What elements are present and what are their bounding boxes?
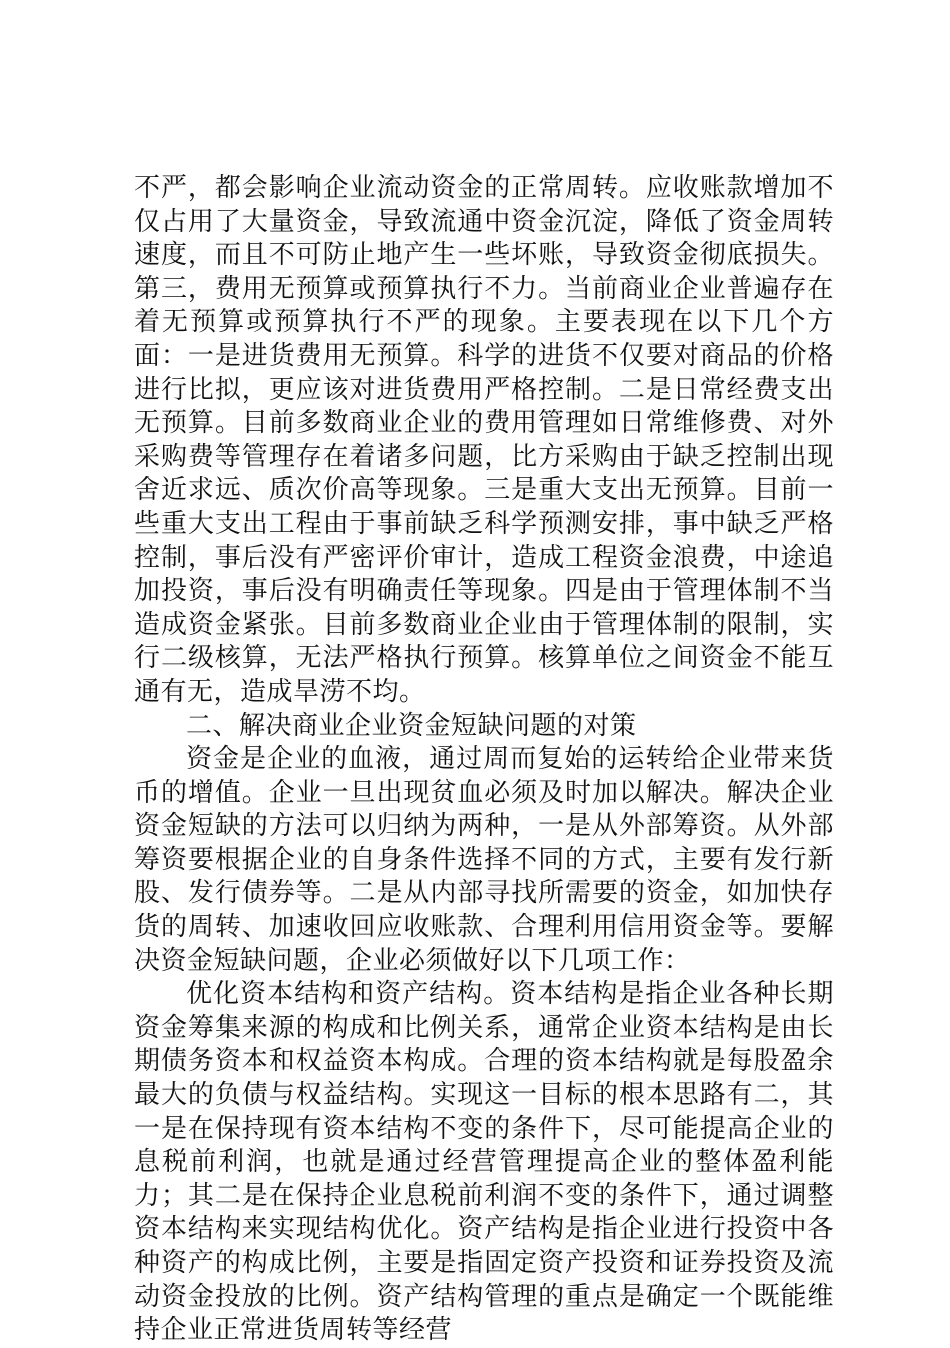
body-paragraph-continued: 不严，都会影响企业流动资金的正常周转。应收账款增加不仅占用了大量资金，导致流通中资金沉淀，降低了资金周转速度，而且不可防止地产生一些坏账，导致资金彻底损失。第三，费用无预算或预算执行不力。当前商业企业普遍存在着无预算或预算执行不严的现象。主要表现在以下几个方面：一是进货费用无预算。科学的进货不仅要对商品的价格进行比拟，更应该对进货费用严格控制。二是日常经费支出无预算。目前多数商业企业的费用管理如日常维修费、对外采购费等管理存在着诸多问题，比方采购由于缺乏控制出现舍近求远、质次价高等现象。三是重大支出无预算。目前一些重大支出工程由于事前缺乏科学预测安排，事中缺乏严格控制，事后没有严密评价审计，造成工程资金浪费，中途追加投资，事后没有明确责任等现象。四是由于管理体制不当造成资金紧张。目前多数商业企业由于管理体制的限制，实行二级核算，无法严格执行预算。核算单位之间资金不能互通有无，造成旱涝不均。	[134, 173, 834, 707]
body-paragraph: 优化资本结构和资产结构。资本结构是指企业各种长期资金筹集来源的构成和比例关系，通常企业资本结构是由长期债务资本和权益资本构成。合理的资本结构就是每股盈余最大的负债与权益结构。实现这一目标的根本思路有二，其一是在保持现有资本结构不变的条件下，尽可能提高企业的息税前利润，也就是通过经营管理提高企业的整体盈利能力；其二是在保持企业息税前利润不变的条件下，通过调整资本结构来实现结构优化。资产结构是指企业进行投资中各种资产的构成比例，主要是指固定资产投资和证券投资及流动资金投放的比例。资产结构管理的重点是确定一个既能维持企业正常进货周转等经营	[134, 979, 834, 1346]
body-paragraph: 资金是企业的血液，通过周而复始的运转给企业带来货币的增值。企业一旦出现贫血必须及时加以解决。解决企业资金短缺的方法可以归纳为两种，一是从外部筹资。从外部筹资要根据企业的自身条件选择不同的方式，主要有发行新股、发行债券等。二是从内部寻找所需要的资金，如加快存货的周转、加速收回应收账款、合理利用信用资金等。要解决资金短缺问题，企业必须做好以下几项工作：	[134, 744, 834, 976]
section-heading: 二、解决商业企业资金短缺问题的对策	[186, 710, 637, 741]
document-page	[134, 172, 834, 1348]
